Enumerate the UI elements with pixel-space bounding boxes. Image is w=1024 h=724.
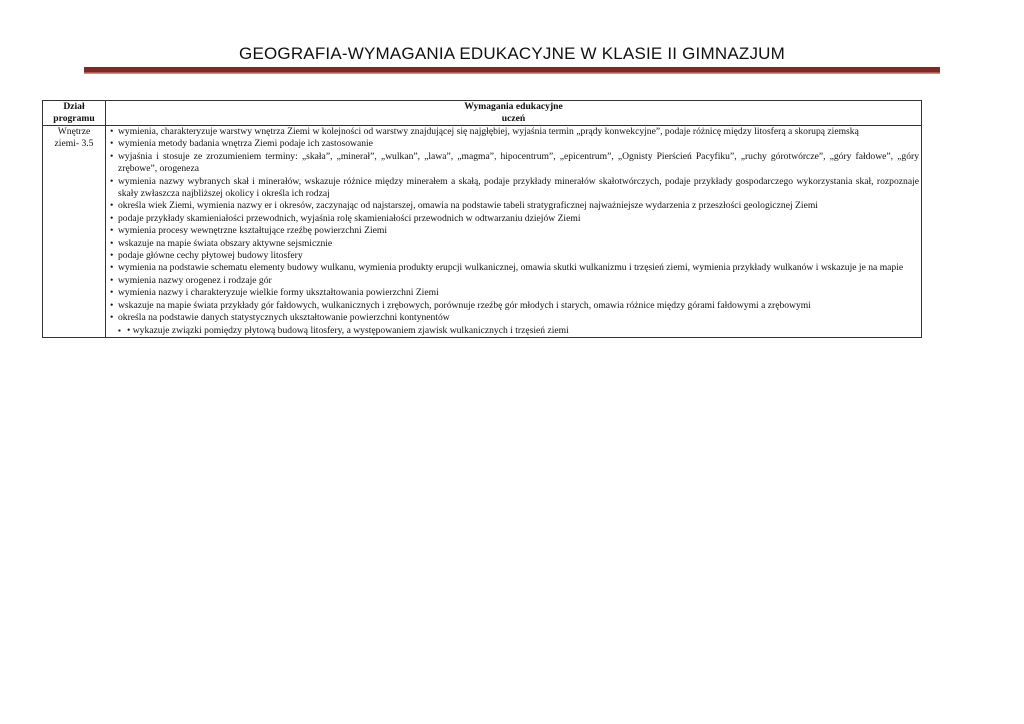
- list-item: [108, 325, 919, 337]
- header-requirements-line2: uczeń: [501, 113, 526, 124]
- section-cell: Wnętrze ziemi- 3.5: [43, 126, 106, 338]
- table-row: [43, 126, 922, 338]
- bullet-icon: •: [110, 200, 114, 212]
- list-item: [108, 151, 919, 176]
- list-item-text: wymienia procesy wewnętrzne kształtujące rzeźbę powierzchni Ziemi: [118, 225, 388, 237]
- list-item-text: określa na podstawie danych statystycznych ukształtowanie powierzchni kontynentów: [118, 312, 450, 324]
- square-bullet-icon: ▪: [118, 325, 121, 335]
- bullet-icon: •: [110, 212, 114, 224]
- bullet-icon: •: [110, 287, 114, 299]
- header-section-line2: programu: [53, 113, 95, 124]
- bullet-icon: •: [110, 299, 114, 311]
- list-item: [108, 275, 919, 287]
- list-item-text: wymienia nazwy orogenez i rodzaje gór: [118, 274, 272, 286]
- list-item-text: określa wiek Ziemi, wymienia nazwy er i okresów, zaczynając od najstarszej, omawia na podstawie tabeli stratygraficznej najważniejsze wydarzenia z przeszłości geologicznej Ziemi: [118, 200, 818, 212]
- bullet-icon: •: [110, 312, 114, 324]
- list-item: [108, 300, 919, 312]
- list-item: [108, 213, 919, 225]
- bullet-icon: •: [110, 138, 114, 150]
- bullet-icon: •: [110, 150, 114, 162]
- list-item-text: wymienia nazwy wybranych skał i minerałów, wskazuje różnice między minerałem a skałą, podaje przykłady minerałów skałotwórczych, podaje przykłady gospodarczego wykorzystania skał, rozpoznaje skały zwłaszcza najbliższej okolicy i określa ich rodzaj: [118, 175, 919, 200]
- list-item: [108, 176, 919, 201]
- list-item-text: wymienia na podstawie schematu elementy budowy wulkanu, wymienia produkty erupcji wulkanicznej, omawia skutki wulkanizmu i trzęsień ziemi, wymienia przykłady wulkanów i wskazuje je na mapie: [118, 262, 904, 274]
- bullet-icon: •: [110, 175, 114, 187]
- list-item-text: wymienia metody badania wnętrza Ziemi podaje ich zastosowanie: [118, 138, 373, 150]
- list-item-text: • wykazuje związki pomiędzy płytową budową litosfery, a występowaniem zjawisk wulkanicznych i trzęsień ziemi: [127, 324, 569, 336]
- header-section-line1: Dział: [63, 101, 85, 112]
- list-item: [108, 312, 919, 324]
- bullet-icon: •: [110, 262, 114, 274]
- list-item-text: podaje przykłady skamieniałości przewodnich, wyjaśnia rolę skamieniałości przewodnich w odtwarzaniu dziejów Ziemi: [118, 212, 581, 224]
- header-requirements-line1: Wymagania edukacyjne: [464, 101, 563, 112]
- page-title: GEOGRAFIA-WYMAGANIA EDUKACYJNE W KLASIE II GIMNAZJUM: [239, 44, 785, 63]
- list-item: [108, 287, 919, 299]
- list-item: [108, 200, 919, 212]
- list-item: [108, 238, 919, 250]
- list-item: [108, 138, 919, 150]
- list-item: [108, 126, 919, 138]
- requirements-list: [108, 126, 919, 337]
- list-item-text: wskazuje na mapie świata przykłady gór fałdowych, wulkanicznych i zrębowych, porównuje rzeźbę gór młodych i starych, omawia różnice między górami fałdowymi a zrębowymi: [118, 299, 811, 311]
- list-item: [108, 262, 919, 274]
- requirements-table: [42, 100, 922, 338]
- list-item-text: wymienia, charakteryzuje warstwy wnętrza Ziemi w kolejności od warstwy znajdującej się najgłębiej, wyjaśnia termin „prądy konwekcyjne”, podaje różnicę między litosferą a skorupą ziemską: [118, 126, 859, 137]
- list-item-text: wymienia nazwy i charakteryzuje wielkie formy ukształtowania powierzchni Ziemi: [118, 287, 439, 299]
- title-underline-thin: [84, 73, 940, 74]
- header-requirements: [106, 101, 922, 126]
- header-section: [43, 101, 106, 126]
- list-item-text: wskazuje na mapie świata obszary aktywne sejsmicznie: [118, 237, 333, 249]
- bullet-icon: •: [110, 225, 114, 237]
- list-item: [108, 250, 919, 262]
- bullet-icon: •: [110, 126, 114, 137]
- requirements-cell: [106, 126, 922, 338]
- bullet-icon: •: [110, 237, 114, 249]
- list-item-text: wyjaśnia i stosuje ze zrozumieniem terminy: „skała”, „minerał”, „wulkan”, „lawa”, „magma”, hipocentrum”, „epicentrum”, „Ognisty Pierścień Pacyfiku”, „ruchy górotwórcze”, „góry fałdowe”, „góry zrębowe”, orogeneza: [118, 150, 919, 175]
- list-item: [108, 225, 919, 237]
- list-item-text: podaje główne cechy płytowej budowy litosfery: [118, 250, 303, 262]
- bullet-icon: •: [110, 250, 114, 262]
- bullet-icon: •: [110, 274, 114, 286]
- table-header-row: [43, 101, 922, 126]
